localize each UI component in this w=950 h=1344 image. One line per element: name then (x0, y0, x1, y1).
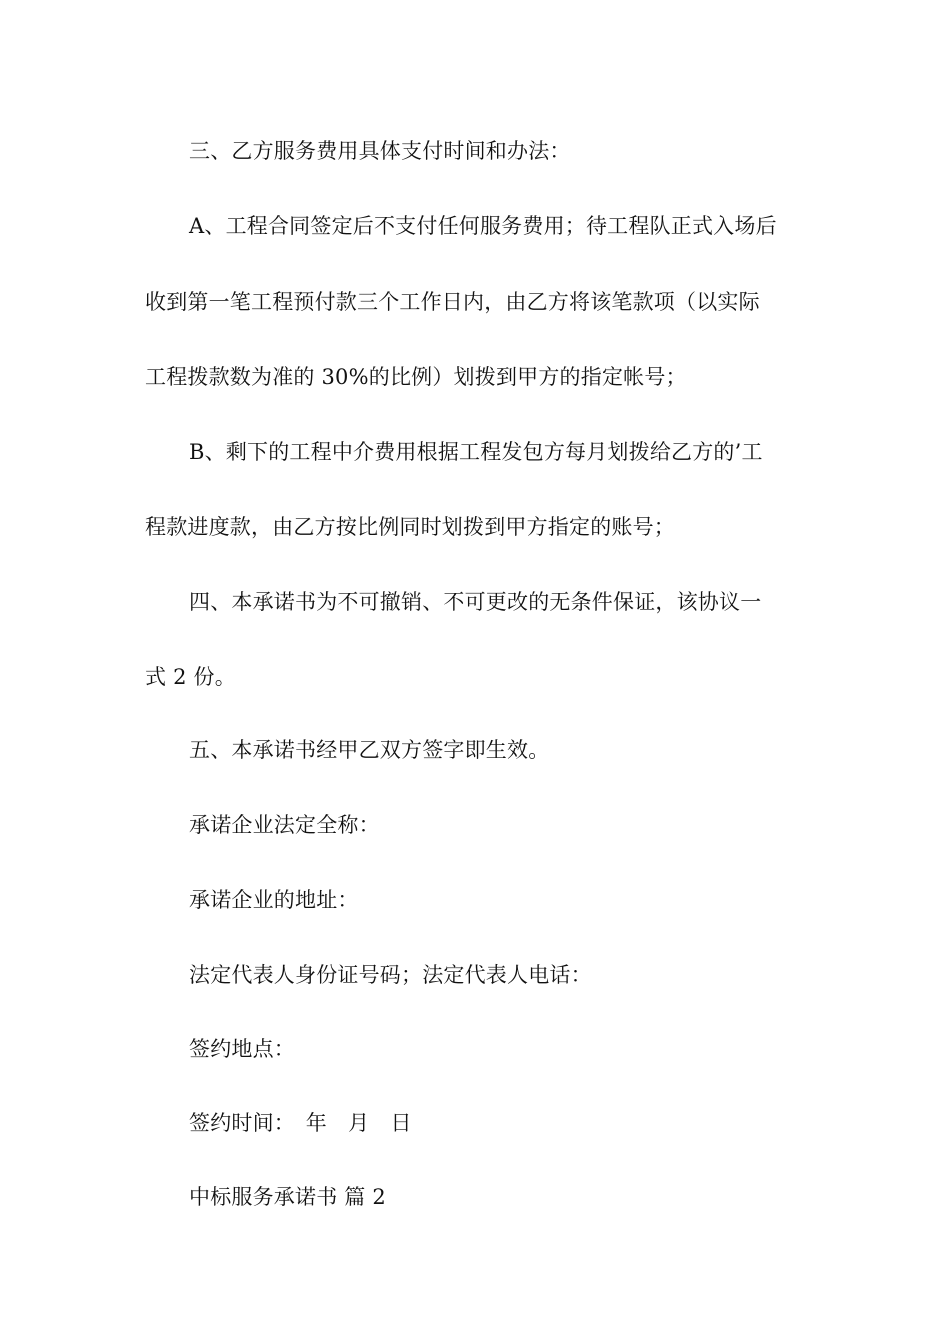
section-three-heading: 三、乙方服务费用具体支付时间和办法： (189, 139, 571, 163)
legal-rep-id-phone-label: 法定代表人身份证号码；法定代表人电话： (189, 963, 592, 987)
clause-a-line-1: A、工程合同签定后不支付任何服务费用；待工程队正式入场后 (189, 214, 777, 238)
section-four-line-1: 四、本承诺书为不可撤销、不可更改的无条件保证，该协议一 (189, 590, 762, 614)
company-address-label: 承诺企业的地址： (189, 888, 359, 912)
company-full-name-label: 承诺企业法定全称： (189, 813, 380, 837)
signing-location-label: 签约地点： (189, 1037, 295, 1061)
signing-date-label: 签约时间： 年 月 日 (189, 1111, 412, 1135)
clause-b-line-1: B、剩下的工程中介费用根据工程发包方每月划拨给乙方的’工 (189, 440, 763, 464)
section-five: 五、本承诺书经甲乙双方签字即生效。 (189, 738, 550, 762)
clause-a-line-2: 收到第一笔工程预付款三个工作日内，由乙方将该笔款项（以实际 (145, 290, 760, 314)
section-four-line-2: 式 2 份。 (145, 665, 236, 689)
clause-a-line-3: 工程拨款数为准的 30%的比例）划拨到甲方的指定帐号； (145, 365, 687, 389)
next-section-title: 中标服务承诺书 篇 2 (189, 1185, 386, 1209)
clause-b-line-2: 程款进度款，由乙方按比例同时划拨到甲方指定的账号； (145, 515, 675, 539)
